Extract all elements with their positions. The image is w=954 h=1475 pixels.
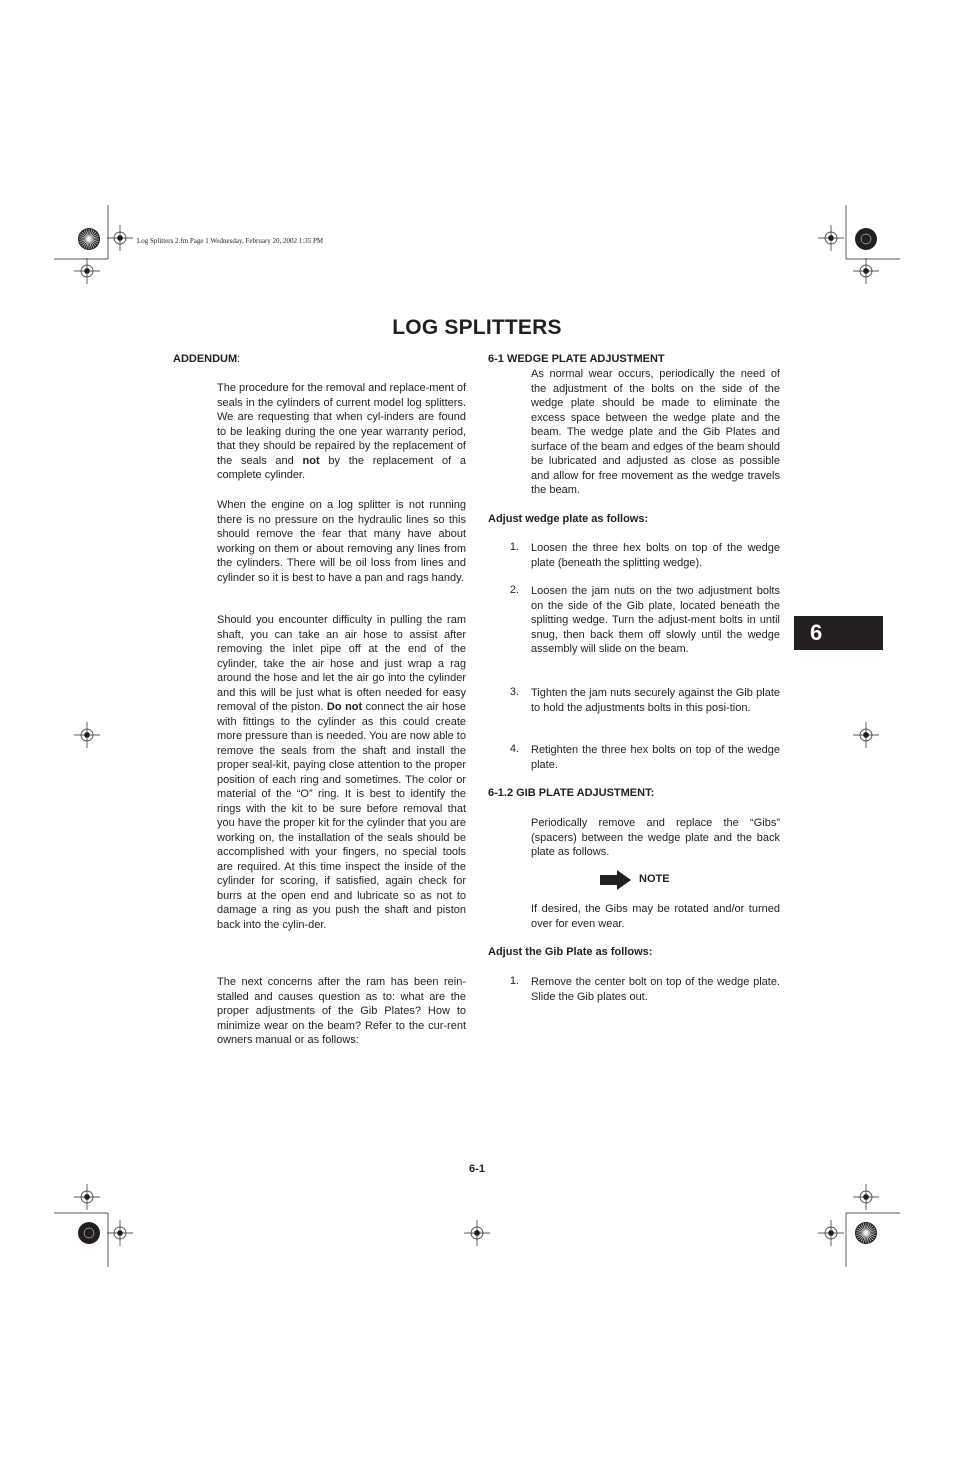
registration-target [818,225,844,251]
page-number: 6-1 [469,1163,485,1175]
registration-target [853,1184,879,1210]
registration-disk [855,228,877,250]
list-number: 1. [509,541,519,553]
registration-target [107,1220,133,1246]
wedge-step-3: Tighten the jam nuts securely against the Gib plate to hold the adjustments bolts in this posi-tion. [531,687,780,714]
registration-target [853,722,879,748]
registration-target [818,1220,844,1246]
registration-target [74,722,100,748]
addendum-heading: ADDENDUM: [173,353,241,365]
chapter-tab: 6 [794,616,883,650]
gib-step-1: Remove the center bolt on top of the wedge plate. Slide the Gib plates out. [531,976,780,1003]
list-number: 3. [509,686,519,698]
registration-target [74,1184,100,1210]
note-text: If desired, the Gibs may be rotated and/or turned over for even wear. [531,903,780,930]
addendum-paragraph-1: The procedure for the removal and replace-ment of seals in the cylinders of current model log splitters. We are requesting that when cyl-inders are found to be leaking during the one year warranty period, that they should be repaired by the replacement of the seals and not by the replacement of a complete cylinder. [217,382,466,481]
addendum-paragraph-4: The next concerns after the ram has been rein-stalled and causes question as to: what are the proper adjustments of the Gib Plates? How to minimize wear on the beam? Refer to the cur-rent owners manual or as follows: [217,976,466,1046]
addendum-paragraph-3: Should you encounter difficulty in pulling the ram shaft, you can take an air hose to assist after removing the inlet pipe off at the end of the cylinder, take the air hose and just wrap a rag around the hose and let the air go into the cylinder and this will be just what is often needed for easy removal of the piston. Do not connect the air hose with fittings to the cylinder as this could create more pressure than is needed. You are now able to remove the seals from the shaft and install the proper seal-kit, paying close attention to the proper position of each ring and sometimes. The color or material of the “O” ring. It is best to identify the rings with the kit to be sure before removal that you have the proper kit for the cylinder that you are working on, the installation of the seals should be accomplished with your fingers, no special tools are required. At this time inspect the inside of the cylinder for scoring, if satisfied, again check for burrs at the open end and lubricate so as not to damage a ring as you push the shaft and piston back into the cylin-der. [217,614,466,931]
file-info-header: Log Splitters 2.fm Page 1 Wednesday, February 20, 2002 1:35 PM [137,237,324,245]
arrow-right-icon [599,869,632,891]
wedge-step-2: Loosen the jam nuts on the two adjustment bolts on the side of the Gib plate, located beneath the splitting wedge. Turn the adjust-ment bolts in until snug, then back them off slowly until the wedge assembly will slide on the beam. [531,585,780,655]
gib-plate-heading: 6-1.2 GIB PLATE ADJUSTMENT: [488,787,655,799]
registration-target [107,225,133,251]
wedge-plate-subheading: Adjust wedge plate as follows: [488,513,649,525]
wedge-step-4: Retighten the three hex bolts on top of the wedge plate. [531,744,780,771]
note-label: NOTE [639,873,670,885]
registration-sunburst [79,229,99,249]
registration-disk [78,1222,100,1244]
addendum-paragraph-2: When the engine on a log splitter is not running there is no pressure on the hydraulic lines so this should remove the fear that many have about working on them or about removing any lines from the cylinders. There will be oil loss from lines and cylinder so it is best to have a pan and rags handy. [217,499,466,584]
wedge-plate-heading: 6-1 WEDGE PLATE ADJUSTMENT [488,353,665,365]
wedge-step-1: Loosen the three hex bolts on top of the wedge plate (beneath the splitting wedge). [531,542,780,569]
list-number: 1. [509,975,519,987]
list-number: 4. [509,743,519,755]
wedge-plate-intro: As normal wear occurs, periodically the need of the adjustment of the bolts on the side of the wedge plate should be made to eliminate the excess space between the wedge plate and the beam. The wedge plate and the Gib Plates and surface of the beam and edges of the beam should be lubricated and adjusted as close as possible and allow for free movement as the wedge travels the beam. [531,368,780,496]
page-title: LOG SPLITTERS [392,316,562,339]
list-number: 2. [509,584,519,596]
registration-sunburst [856,1223,876,1243]
gib-plate-intro: Periodically remove and replace the “Gibs” (spacers) between the wedge plate and the back plate as follows. [531,817,780,858]
gib-plate-subheading: Adjust the Gib Plate as follows: [488,946,653,958]
registration-target [464,1220,490,1246]
registration-target [74,258,100,284]
registration-target [853,258,879,284]
